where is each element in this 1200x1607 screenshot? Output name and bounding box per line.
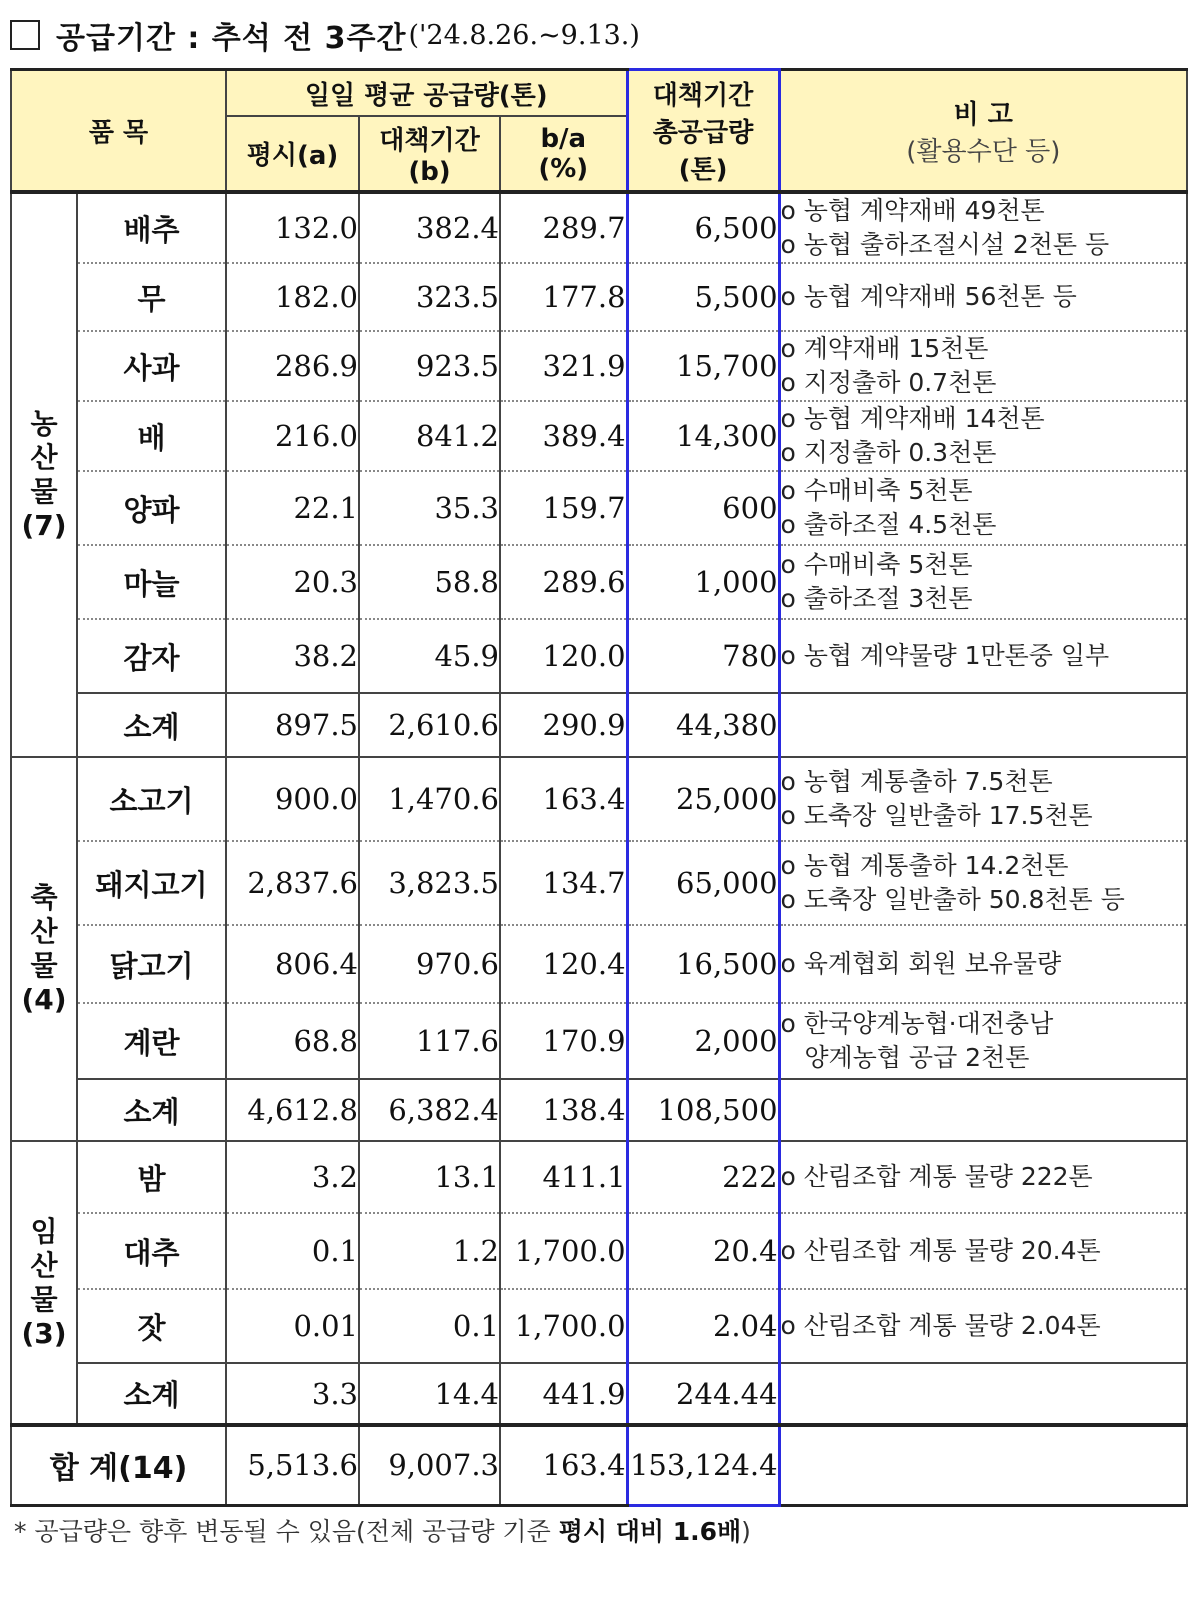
table-row [11, 471, 1187, 545]
grand-total-label: 합 계(14) [11, 1425, 226, 1505]
normal-value: 2,837.6 [226, 841, 359, 925]
header-total: 대책기간 총공급량 (톤) [627, 70, 779, 193]
header-daily-avg: 일일 평균 공급량(톤) [226, 70, 627, 117]
subtotal-normal: 897.5 [226, 693, 359, 757]
table-row [11, 192, 1187, 263]
category-label-char: 산 [30, 441, 58, 474]
subtotal-remarks [779, 693, 1187, 757]
period-value: 58.8 [359, 545, 500, 619]
total-value: 2,000 [627, 1003, 779, 1079]
table-row [11, 401, 1187, 471]
remarks [779, 545, 1187, 619]
category-label [11, 192, 77, 757]
item-name: 계란 [77, 1003, 226, 1079]
total-value: 780 [627, 619, 779, 693]
table-row [11, 1141, 1187, 1213]
total-value: 600 [627, 471, 779, 545]
remark-line: o 농협 계통출하 14.2천톤 [780, 851, 1069, 880]
total-value: 6,500 [627, 192, 779, 263]
period-value: 0.1 [359, 1289, 500, 1363]
ratio-value: 1,700.0 [500, 1213, 627, 1289]
category-label-char: 산 [30, 915, 58, 948]
subtotal-row [11, 1079, 1187, 1141]
subtotal-ratio: 138.4 [500, 1079, 627, 1141]
subtotal-period: 2,610.6 [359, 693, 500, 757]
heading-period: ('24.8.26.~9.13.) [408, 19, 640, 51]
remark-line: o 육계협회 회원 보유물량 [780, 949, 1062, 978]
normal-value: 216.0 [226, 401, 359, 471]
period-value: 13.1 [359, 1141, 500, 1213]
period-value: 841.2 [359, 401, 500, 471]
subtotal-ratio: 441.9 [500, 1363, 627, 1425]
category-label-char: 축 [30, 881, 58, 914]
table-row [11, 619, 1187, 693]
normal-value: 22.1 [226, 471, 359, 545]
remark-line: o 농협 계약재배 49천톤 [780, 196, 1045, 225]
table-row [11, 263, 1187, 331]
period-value: 117.6 [359, 1003, 500, 1079]
total-value: 15,700 [627, 331, 779, 401]
item-name: 닭고기 [77, 925, 226, 1003]
total-value: 5,500 [627, 263, 779, 331]
remark-line: o 농협 계약재배 56천톤 등 [780, 282, 1077, 311]
subtotal-total: 108,500 [627, 1079, 779, 1141]
subtotal-row [11, 693, 1187, 757]
remarks [779, 331, 1187, 401]
normal-value: 286.9 [226, 331, 359, 401]
remark-line: o 산림조합 계통 물량 222톤 [780, 1162, 1093, 1191]
remark-line: o 산림조합 계통 물량 20.4톤 [780, 1236, 1101, 1265]
remarks [779, 1003, 1187, 1079]
heading [10, 12, 640, 58]
category-label-char: 물 [30, 949, 58, 982]
subtotal-period: 14.4 [359, 1363, 500, 1425]
item-name: 배 [77, 401, 226, 471]
normal-value: 38.2 [226, 619, 359, 693]
total-value: 2.04 [627, 1289, 779, 1363]
remark-line: o 수매비축 5천톤 [780, 550, 973, 579]
remark-line: o 도축장 일반출하 17.5천톤 [780, 801, 1093, 830]
table-row [11, 841, 1187, 925]
total-value: 222 [627, 1141, 779, 1213]
ratio-value: 389.4 [500, 401, 627, 471]
normal-value: 900.0 [226, 757, 359, 841]
item-name: 감자 [77, 619, 226, 693]
category-label-char: 물 [30, 1282, 58, 1316]
normal-value: 0.01 [226, 1289, 359, 1363]
category-label-char: 임 [30, 1214, 58, 1248]
table-row [11, 1003, 1187, 1079]
subtotal-remarks [779, 1079, 1187, 1141]
normal-value: 3.2 [226, 1141, 359, 1213]
remarks [779, 841, 1187, 925]
category-label-char: 물 [30, 475, 58, 508]
subtotal-row [11, 1363, 1187, 1425]
total-value: 25,000 [627, 757, 779, 841]
ratio-value: 120.0 [500, 619, 627, 693]
item-name: 마늘 [77, 545, 226, 619]
period-value: 45.9 [359, 619, 500, 693]
grand-total-period: 9,007.3 [359, 1425, 500, 1505]
remarks [779, 1213, 1187, 1289]
remark-line: o 농협 계약물량 1만톤중 일부 [780, 641, 1110, 670]
item-name: 배추 [77, 192, 226, 263]
total-value: 65,000 [627, 841, 779, 925]
table-row [11, 331, 1187, 401]
remark-line: 양계농협 공급 2천톤 [780, 1043, 1030, 1072]
normal-value: 132.0 [226, 192, 359, 263]
remarks [779, 1289, 1187, 1363]
category-label-char: 산 [30, 1248, 58, 1282]
item-name: 사과 [77, 331, 226, 401]
remark-line: o 도축장 일반출하 50.8천톤 등 [780, 885, 1125, 914]
period-value: 1.2 [359, 1213, 500, 1289]
header-remarks: 비 고 (활용수단 등) [779, 70, 1187, 193]
category-label-char: 농 [30, 407, 58, 440]
item-name: 양파 [77, 471, 226, 545]
grand-total-normal: 5,513.6 [226, 1425, 359, 1505]
ratio-value: 163.4 [500, 757, 627, 841]
table-row [11, 757, 1187, 841]
subtotal-normal: 4,612.8 [226, 1079, 359, 1141]
normal-value: 182.0 [226, 263, 359, 331]
period-value: 1,470.6 [359, 757, 500, 841]
item-name: 밤 [77, 1141, 226, 1213]
ratio-value: 289.7 [500, 192, 627, 263]
ratio-value: 1,700.0 [500, 1289, 627, 1363]
category-label-char: (3) [21, 1316, 67, 1350]
table-row [11, 925, 1187, 1003]
normal-value: 68.8 [226, 1003, 359, 1079]
total-value: 1,000 [627, 545, 779, 619]
remarks [779, 192, 1187, 263]
category-label-char: (4) [21, 983, 67, 1016]
normal-value: 20.3 [226, 545, 359, 619]
subtotal-label: 소계 [77, 693, 226, 757]
normal-value: 0.1 [226, 1213, 359, 1289]
remarks [779, 619, 1187, 693]
ratio-value: 411.1 [500, 1141, 627, 1213]
remark-line: o 농협 출하조절시설 2천톤 등 [780, 230, 1110, 259]
period-value: 3,823.5 [359, 841, 500, 925]
supply-table [10, 68, 1188, 1507]
header-item: 품 목 [11, 70, 226, 193]
item-name: 잣 [77, 1289, 226, 1363]
subtotal-period: 6,382.4 [359, 1079, 500, 1141]
subtotal-label: 소계 [77, 1079, 226, 1141]
grand-total-remarks [779, 1425, 1187, 1505]
remark-line: o 출하조절 4.5천톤 [780, 510, 997, 539]
remark-line: o 계약재배 15천톤 [780, 334, 989, 363]
remarks [779, 925, 1187, 1003]
period-value: 35.3 [359, 471, 500, 545]
remarks [779, 471, 1187, 545]
subtotal-total: 44,380 [627, 693, 779, 757]
remark-line: o 지정출하 0.7천톤 [780, 368, 997, 397]
subtotal-ratio: 290.9 [500, 693, 627, 757]
total-value: 20.4 [627, 1213, 779, 1289]
period-value: 970.6 [359, 925, 500, 1003]
ratio-value: 170.9 [500, 1003, 627, 1079]
category-label [11, 757, 77, 1141]
remark-line: o 수매비축 5천톤 [780, 476, 973, 505]
remark-line: o 산림조합 계통 물량 2.04톤 [780, 1311, 1101, 1340]
subtotal-normal: 3.3 [226, 1363, 359, 1425]
remarks [779, 263, 1187, 331]
ratio-value: 120.4 [500, 925, 627, 1003]
remarks [779, 757, 1187, 841]
grand-total-row [11, 1425, 1187, 1505]
period-value: 382.4 [359, 192, 500, 263]
table-row [11, 1289, 1187, 1363]
period-value: 923.5 [359, 331, 500, 401]
ratio-value: 177.8 [500, 263, 627, 331]
header-period: 대책기간 (b) [359, 116, 500, 192]
remark-line: o 농협 계통출하 7.5천톤 [780, 767, 1053, 796]
period-value: 323.5 [359, 263, 500, 331]
heading-title: 공급기간 : 추석 전 3주간 [56, 21, 407, 56]
subtotal-remarks [779, 1363, 1187, 1425]
item-name: 돼지고기 [77, 841, 226, 925]
header-normal: 평시(a) [226, 116, 359, 192]
category-label-char: (7) [21, 509, 67, 542]
ratio-value: 159.7 [500, 471, 627, 545]
ratio-value: 321.9 [500, 331, 627, 401]
total-value: 14,300 [627, 401, 779, 471]
footnote: * 공급량은 향후 변동될 수 있음(전체 공급량 기준 평시 대비 1.6배) [14, 1517, 751, 1546]
total-value: 16,500 [627, 925, 779, 1003]
item-name: 소고기 [77, 757, 226, 841]
category-label [11, 1141, 77, 1425]
grand-total-total: 153,124.4 [627, 1425, 779, 1505]
remark-line: o 지정출하 0.3천톤 [780, 438, 997, 467]
subtotal-label: 소계 [77, 1363, 226, 1425]
remark-line: o 농협 계약재배 14천톤 [780, 404, 1045, 433]
checkbox-square-icon [10, 20, 40, 50]
table-row [11, 1213, 1187, 1289]
ratio-value: 289.6 [500, 545, 627, 619]
subtotal-total: 244.44 [627, 1363, 779, 1425]
table-row [11, 545, 1187, 619]
normal-value: 806.4 [226, 925, 359, 1003]
item-name: 무 [77, 263, 226, 331]
grand-total-ratio: 163.4 [500, 1425, 627, 1505]
item-name: 대추 [77, 1213, 226, 1289]
ratio-value: 134.7 [500, 841, 627, 925]
remark-line: o 출하조절 3천톤 [780, 584, 973, 613]
header-ratio: b/a (%) [500, 116, 627, 192]
remarks [779, 1141, 1187, 1213]
remark-line: o 한국양계농협·대전충남 [780, 1009, 1054, 1038]
remarks [779, 401, 1187, 471]
